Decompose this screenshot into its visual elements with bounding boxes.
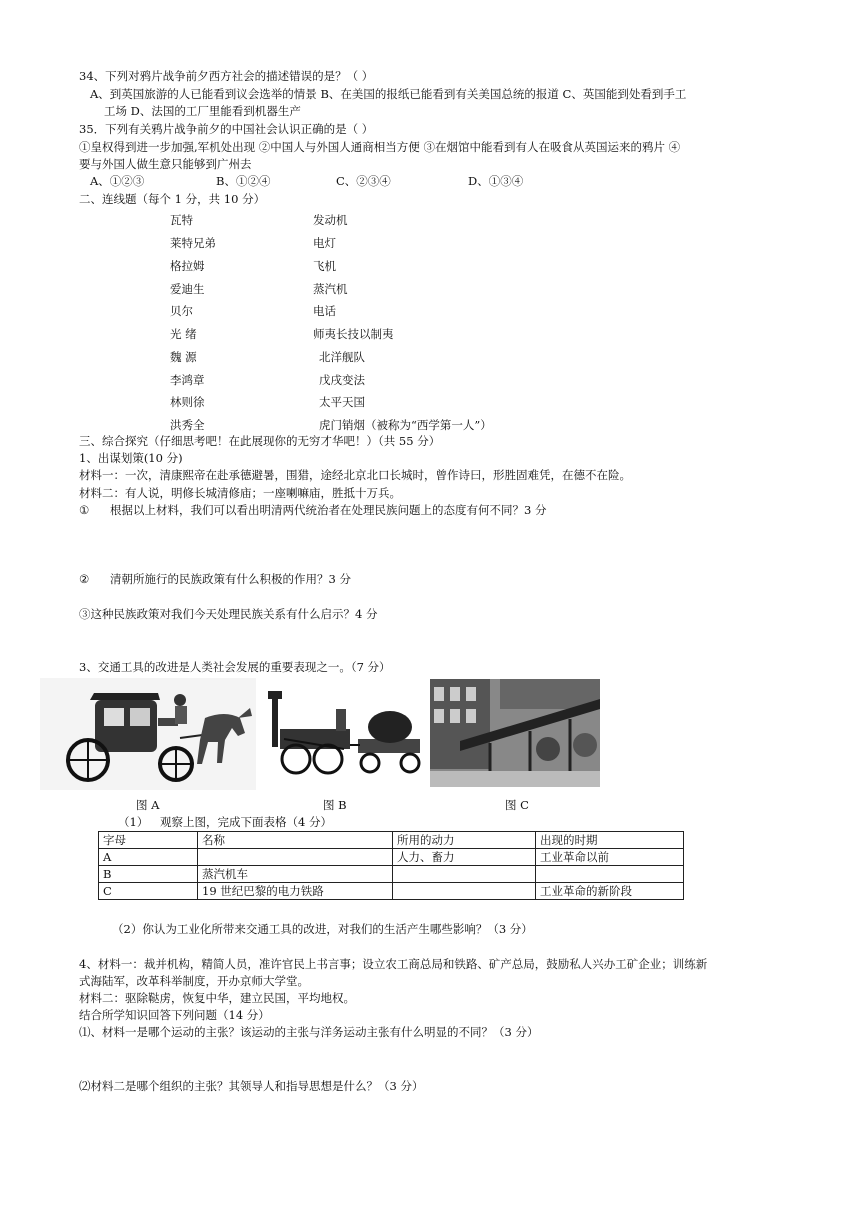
q1b-text: 清朝所施行的民族政策有什么积极的作用？3 分 — [110, 572, 351, 586]
match-right-item: 戊戌变法 — [319, 373, 365, 387]
q35-statements-line2: 要与外国人做生意只能够到广州去 — [79, 157, 252, 171]
table-cell[interactable] — [393, 883, 536, 900]
match-right-item: 师夷长技以制夷 — [313, 327, 394, 341]
table-cell: 人力、畜力 — [393, 849, 536, 866]
q4-intro: 结合所学知识回答下列问题（14 分） — [79, 1008, 270, 1022]
match-left-item: 爱迪生 — [170, 282, 205, 296]
q1a-text: 根据以上材料，我们可以看出明清两代统治者在处理民族问题上的态度有何不同？3 分 — [110, 503, 547, 517]
table-cell: 19 世纪巴黎的电力铁路 — [198, 883, 393, 900]
table-header-row — [99, 832, 684, 849]
q3-sub2-text: （2）你认为工业化所带来交通工具的改进，对我们的生活产生哪些影响？（3 分） — [112, 922, 533, 936]
table-header-cell: 所用的动力 — [393, 832, 536, 849]
match-left-item: 光 绪 — [170, 327, 197, 341]
match-right-item: 发动机 — [313, 213, 348, 227]
table-row — [99, 849, 684, 866]
table-cell: 工业革命以前 — [536, 849, 684, 866]
section2-title: 二、连线题（每个 1 分，共 10 分） — [79, 192, 266, 206]
match-right-item: 太平天国 — [319, 395, 365, 409]
match-right-item: 虎门销烟（被称为“西学第一人”） — [319, 418, 492, 432]
transport-table — [98, 831, 684, 900]
figure-a-caption: 图 A — [136, 798, 160, 812]
q34-options-line2: 工场 D、法国的工厂里能看到机器生产 — [104, 104, 301, 118]
match-left-item: 贝尔 — [170, 304, 193, 318]
q3-title: 3、交通工具的改进是人类社会发展的重要表现之一。（7 分） — [79, 660, 391, 674]
q3-sub1-text: 观察上图，完成下面表格（4 分） — [160, 815, 332, 829]
material-1: 材料一：一次，清康熙帝在赴承德避暑，围猎，途经北京北口长城时，曾作诗曰，形胜固难凭，在德不在险。 — [79, 468, 631, 482]
figure-b-caption: 图 B — [323, 798, 347, 812]
match-left-item: 洪秀全 — [170, 418, 205, 432]
figure-c-caption: 图 C — [505, 798, 529, 812]
table-row — [99, 866, 684, 883]
table-cell: A — [99, 849, 198, 866]
q3-sub1-number: （1） — [118, 815, 149, 829]
table-header-cell: 名称 — [198, 832, 393, 849]
table-header-cell: 出现的时期 — [536, 832, 684, 849]
match-right-item: 飞机 — [313, 259, 336, 273]
match-left-item: 李鸿章 — [170, 373, 205, 387]
table-cell[interactable] — [536, 866, 684, 883]
table-cell[interactable] — [393, 866, 536, 883]
q4-material-2: 材料二：驱除鞑虏，恢复中华，建立民国，平均地权。 — [79, 991, 355, 1005]
q34-options-line1: A、到英国旅游的人已能看到议会选举的情景 B、在美国的报纸已能看到有关美国总统的报道 C、英国能到处看到手工 — [90, 87, 687, 101]
q35-option-a: A、①②③ — [90, 174, 145, 188]
match-right-item: 北洋舰队 — [319, 350, 365, 364]
steam-locomotive-figure — [266, 679, 426, 781]
table-cell: C — [99, 883, 198, 900]
q35-option-c: C、②③④ — [336, 174, 391, 188]
q1b-number: ② — [79, 572, 90, 586]
q34-stem: 34、下列对鸦片战争前夕西方社会的描述错误的是？（ ） — [79, 69, 374, 83]
match-left-item: 魏 源 — [170, 350, 197, 364]
q1a-number: ① — [79, 503, 90, 517]
q1c-text: ③这种民族政策对我们今天处理民族关系有什么启示？4 分 — [79, 607, 378, 621]
match-right-item: 电话 — [313, 304, 336, 318]
match-right-item: 蒸汽机 — [313, 282, 348, 296]
table-row — [99, 883, 684, 900]
match-left-item: 格拉姆 — [170, 259, 205, 273]
q4-question-a: ⑴、材料一是哪个运动的主张？该运动的主张与洋务运动主张有什么明显的不同？（3 分） — [79, 1025, 539, 1039]
q35-option-d: D、①③④ — [468, 174, 524, 188]
q35-stem: 35．下列有关鸦片战争前夕的中国社会认识正确的是（ ） — [79, 122, 374, 136]
section3-title: 三、综合探究（仔细思考吧！在此展现你的无穷才华吧！）（共 55 分） — [79, 434, 441, 448]
match-left-item: 林则徐 — [170, 395, 205, 409]
material-2: 材料二：有人说，明修长城清修庙；一座喇嘛庙，胜抵十万兵。 — [79, 486, 401, 500]
table-cell: B — [99, 866, 198, 883]
match-left-item: 瓦特 — [170, 213, 193, 227]
q4-question-b: ⑵材料二是哪个组织的主张？其领导人和指导思想是什么？（3 分） — [79, 1079, 424, 1093]
table-cell: 工业革命的新阶段 — [536, 883, 684, 900]
table-cell[interactable] — [198, 849, 393, 866]
table-cell: 蒸汽机车 — [198, 866, 393, 883]
table-header-cell: 字母 — [99, 832, 198, 849]
q35-option-b: B、①②④ — [216, 174, 271, 188]
carriage-figure — [40, 678, 256, 790]
q35-statements-line1: ①皇权得到进一步加强,军机处出现 ②中国人与外国人通商相当方便 ③在烟馆中能看到有人在吸食从英国运来的鸦片 ④ — [79, 140, 681, 154]
match-right-item: 电灯 — [313, 236, 336, 250]
q1-title: 1、出谋划策(10 分) — [79, 451, 183, 465]
electric-railway-figure — [430, 679, 600, 787]
q4-material-1-line2: 式海陆军，改革科举制度，开办京师大学堂。 — [79, 974, 309, 988]
q4-material-1-line1: 4、材料一：裁并机构，精简人员，准许官民上书言事；设立农工商总局和铁路、矿产总局，鼓励私人兴办工矿企业；训练新 — [79, 957, 708, 971]
match-left-item: 莱特兄弟 — [170, 236, 216, 250]
